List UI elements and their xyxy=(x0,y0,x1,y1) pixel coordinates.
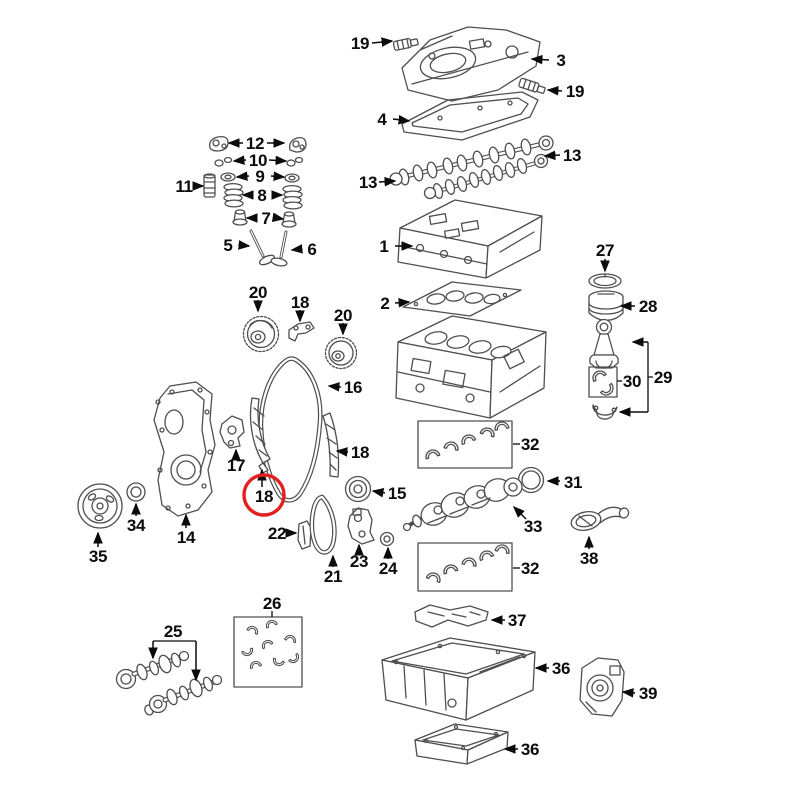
leader-19-right xyxy=(548,90,562,91)
callout-36-upper[interactable]: 36 xyxy=(551,659,571,678)
leader-10-left xyxy=(234,160,246,161)
callout-27[interactable]: 27 xyxy=(595,241,615,260)
valve-lifter-icon xyxy=(204,174,215,197)
callout-3[interactable]: 3 xyxy=(556,51,566,70)
callout-4[interactable]: 4 xyxy=(377,110,387,129)
callout-31[interactable]: 31 xyxy=(563,473,583,492)
callout-32-lower[interactable]: 32 xyxy=(520,559,540,578)
main-bearing-kit-upper-box xyxy=(418,421,512,468)
rocker-arm-left-icon xyxy=(210,137,228,151)
callout-29[interactable]: 29 xyxy=(653,368,673,387)
leader-10-right xyxy=(269,160,286,161)
engine-block xyxy=(396,316,546,418)
rod-bearing-cap xyxy=(593,405,617,419)
crank-pulley xyxy=(78,484,122,528)
callout-30[interactable]: 30 xyxy=(622,372,642,391)
leader-39 xyxy=(623,692,635,693)
crank-sprocket xyxy=(346,477,371,502)
spring-retainer-right-icon xyxy=(285,174,299,182)
cam-sprocket-left xyxy=(244,317,279,352)
timing-chain xyxy=(261,359,320,501)
leader-19-top xyxy=(372,41,392,43)
pump-chain-tensioner xyxy=(348,508,374,544)
callout-38[interactable]: 38 xyxy=(579,549,599,568)
callout-26[interactable]: 26 xyxy=(262,594,282,613)
callout-18-top[interactable]: 18 xyxy=(290,293,310,312)
leader-7-right xyxy=(277,218,283,219)
oil-baffle xyxy=(415,605,488,627)
main-bearing-kit-lower-box xyxy=(418,543,512,591)
exhaust-valve-icon xyxy=(270,232,287,267)
valve-seal-left-icon xyxy=(233,210,247,225)
callout-17[interactable]: 17 xyxy=(226,456,246,475)
piston xyxy=(589,291,623,320)
callout-12[interactable]: 12 xyxy=(245,134,265,153)
callout-34[interactable]: 34 xyxy=(126,516,146,535)
balance-shaft-b xyxy=(144,676,222,717)
callout-20-left[interactable]: 20 xyxy=(248,283,268,302)
callout-22[interactable]: 22 xyxy=(267,524,287,543)
callout-35[interactable]: 35 xyxy=(88,547,108,566)
rod-bearing-kit-box xyxy=(589,367,617,398)
connecting-rod xyxy=(590,320,618,369)
callout-13-right[interactable]: 13 xyxy=(562,146,582,165)
oil-pump xyxy=(580,658,624,716)
valve-cover xyxy=(402,27,540,101)
callout-39[interactable]: 39 xyxy=(638,684,658,703)
leader-13-right xyxy=(545,155,560,156)
pump-chain-guide-icon xyxy=(298,521,311,549)
leader-6 xyxy=(292,249,301,250)
leader-5 xyxy=(239,245,249,246)
valve-spring-right-icon xyxy=(283,186,302,209)
valve-seal-right-icon xyxy=(282,212,296,227)
leader-13-left xyxy=(379,181,395,182)
chain-guide-right xyxy=(323,413,339,477)
valve-keepers-left-icon xyxy=(215,158,232,167)
callout-8[interactable]: 8 xyxy=(257,186,267,205)
valve-keepers-right-icon xyxy=(287,158,303,167)
crankshaft xyxy=(404,476,523,531)
leader-4 xyxy=(393,119,409,121)
callout-20-right[interactable]: 20 xyxy=(333,306,353,325)
oil-pump-chain xyxy=(312,497,335,552)
valve-cover-gasket xyxy=(402,92,538,140)
front-crank-seal-icon xyxy=(127,483,145,501)
callout-15[interactable]: 15 xyxy=(387,484,407,503)
callout-18-right[interactable]: 18 xyxy=(350,443,370,462)
lower-oil-pan xyxy=(415,724,508,764)
callout-10[interactable]: 10 xyxy=(248,151,268,170)
callout-19-top[interactable]: 19 xyxy=(350,34,370,53)
spring-retainer-left-icon xyxy=(221,173,235,181)
callout-21[interactable]: 21 xyxy=(323,567,343,586)
rocker-arm-right-icon xyxy=(290,138,306,152)
leader-15 xyxy=(373,491,385,493)
callout-23[interactable]: 23 xyxy=(349,552,369,571)
chain-tensioner-upper xyxy=(220,416,244,448)
cylinder-head xyxy=(398,200,542,278)
leader-29-bracket xyxy=(648,342,653,412)
leader-2 xyxy=(395,302,409,303)
callout-14[interactable]: 14 xyxy=(176,528,196,547)
callout-18-highlighted[interactable]: 18 xyxy=(254,487,274,506)
callout-25[interactable]: 25 xyxy=(163,622,183,641)
callout-16[interactable]: 16 xyxy=(343,378,363,397)
callout-24[interactable]: 24 xyxy=(378,559,398,578)
seal-ring-24-icon xyxy=(381,533,394,546)
leader-16 xyxy=(329,386,341,387)
balance-shaft-bearing-kit-box xyxy=(234,617,302,687)
callout-33[interactable]: 33 xyxy=(523,517,543,536)
leader-9-right xyxy=(271,176,284,177)
leader-9-left xyxy=(237,176,249,177)
oil-pickup-tube xyxy=(569,507,629,533)
valve-spring-left-icon xyxy=(224,184,243,207)
oil-pan xyxy=(382,638,535,720)
leader-18-right xyxy=(337,451,348,452)
head-gasket xyxy=(403,282,521,316)
cam-sprocket-right xyxy=(326,338,357,369)
callout-32-upper[interactable]: 32 xyxy=(520,435,540,454)
callout-19-right[interactable]: 19 xyxy=(565,82,585,101)
callout-1[interactable]: 1 xyxy=(379,237,389,256)
callout-6[interactable]: 6 xyxy=(307,240,317,259)
callout-36-lower[interactable]: 36 xyxy=(520,740,540,759)
callout-9[interactable]: 9 xyxy=(255,167,265,186)
callout-2[interactable]: 2 xyxy=(380,294,390,313)
leader-3 xyxy=(532,59,549,60)
callout-11[interactable]: 11 xyxy=(175,177,193,196)
callout-37[interactable]: 37 xyxy=(507,611,527,630)
bolt-19-top-icon xyxy=(393,37,418,51)
callout-7[interactable]: 7 xyxy=(261,209,271,228)
piston-rings-icon xyxy=(589,274,621,288)
callout-13-left[interactable]: 13 xyxy=(358,173,378,192)
callout-28[interactable]: 28 xyxy=(638,297,658,316)
timing-cover xyxy=(154,382,215,516)
chain-guide-top xyxy=(289,322,314,341)
callout-5[interactable]: 5 xyxy=(223,236,233,255)
